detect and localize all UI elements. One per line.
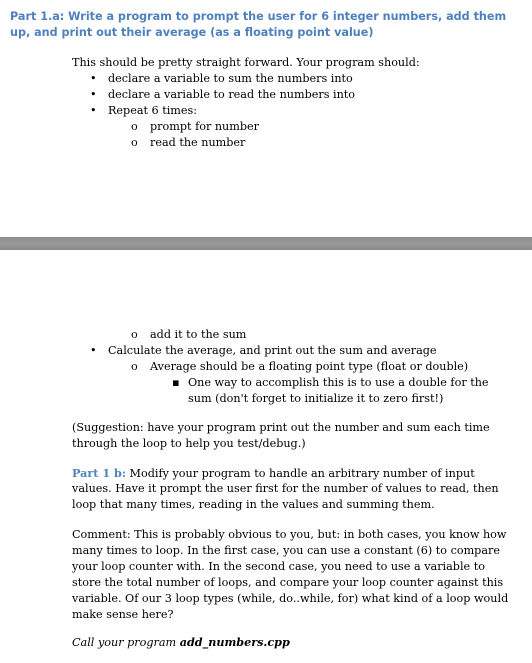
comment-paragraph xyxy=(72,527,508,623)
bullet-icon: • xyxy=(90,72,97,85)
subsub-double-line-1: One way to accomplish this is to use a double for the xyxy=(188,376,489,389)
page-break-divider xyxy=(0,237,532,250)
square-bullet-icon: ▪ xyxy=(172,376,180,389)
subitem-add: add it to the sum xyxy=(150,328,247,341)
subitem-average-type: Average should be a floating point type (float or double) xyxy=(150,360,469,373)
circle-bullet-icon: o xyxy=(131,328,138,341)
comment-line: variable. Of our 3 loop types (while, do..while, for) what kind of a loop would xyxy=(72,592,509,605)
subsub-double-line-2: sum (don't forget to initialize it to zero first!) xyxy=(188,392,444,405)
bullet-repeat: Repeat 6 times: xyxy=(108,104,198,117)
part-1b-paragraph xyxy=(72,465,499,513)
part-1b-line-1 xyxy=(72,465,499,481)
bullet-icon: • xyxy=(90,104,97,117)
suggestion-line-2: through the loop to help you test/debug.) xyxy=(72,437,306,450)
heading-line-1: Part 1.a: Write a program to prompt the user for 6 integer numbers, add them xyxy=(10,10,507,23)
bullet-declare-read: declare a variable to read the numbers into xyxy=(108,88,356,101)
heading-line-2: up, and print out their average (as a floating point value) xyxy=(10,26,374,39)
subitem-read: read the number xyxy=(150,136,246,149)
circle-bullet-icon: o xyxy=(131,120,138,133)
comment-line: Comment: This is probably obvious to you, but: in both cases, you know how xyxy=(72,528,507,541)
suggestion-line-1: (Suggestion: have your program print out the number and sum each time xyxy=(72,421,490,434)
intro-text: This should be pretty straight forward. Your program should: xyxy=(72,56,420,69)
bullet-icon: • xyxy=(90,88,97,101)
circle-bullet-icon: o xyxy=(131,136,138,149)
part-1b-label: Part 1 b: xyxy=(72,466,126,480)
comment-line: many times to loop. In the first case, you can use a constant (6) to compare xyxy=(72,544,500,557)
circle-bullet-icon: o xyxy=(131,360,138,373)
bullet-declare-sum: declare a variable to sum the numbers into xyxy=(108,72,353,85)
bullet-calculate: Calculate the average, and print out the sum and average xyxy=(108,344,437,357)
page-2 xyxy=(0,250,532,663)
bullet-icon: • xyxy=(90,344,97,357)
comment-line: your loop counter with. In the second case, you need to use a variable to xyxy=(72,560,485,573)
footer-instruction xyxy=(72,634,290,651)
footer-prefix: Call your program xyxy=(72,636,180,649)
part-1a-heading xyxy=(10,7,510,39)
comment-line: store the total number of loops, and compare your loop counter against this xyxy=(72,576,504,589)
suggestion-paragraph xyxy=(72,420,490,452)
page-1 xyxy=(0,0,532,237)
part-1b-line-3: loop that many times, reading in the values and summing them. xyxy=(72,498,435,511)
comment-line: make sense here? xyxy=(72,608,174,621)
part-1b-line-2: values. Have it prompt the user first for the number of values to read, then xyxy=(72,482,499,495)
subitem-prompt: prompt for number xyxy=(150,120,259,133)
part-1b-line-1-text: Modify your program to handle an arbitrary number of input xyxy=(125,467,475,480)
program-filename: add_numbers.cpp xyxy=(179,635,290,649)
